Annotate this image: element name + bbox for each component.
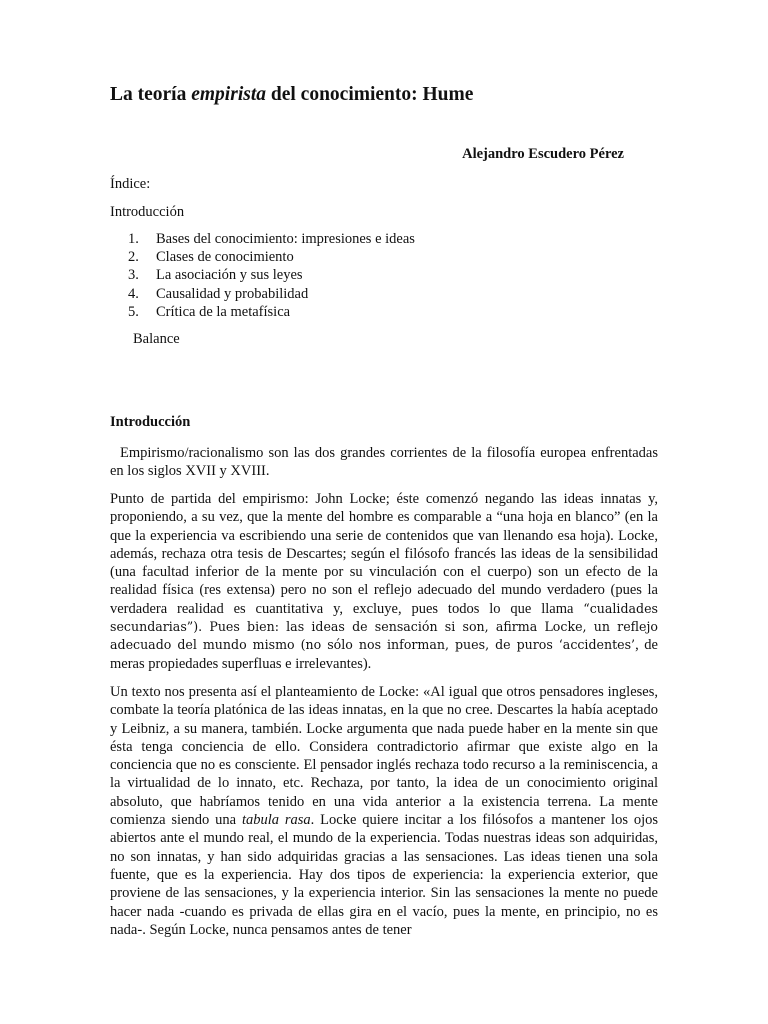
paragraph-3-text: Un texto nos presenta así el planteamiento de Locke: «Al igual que otros pensadores ingleses, combate la teoría platónica de las ideas innatas, en la que no cree. Descartes la había aceptado y Leibniz, a su manera, también. Locke argumenta que nada puede haber en la mente sin que ésta tenga conciencia de ello. Considera contradictorio afirmar que existe algo en la conciencia que no es consciente. El pensador inglés rechaza todo recurso a la reminiscencia, a la virtualidad de lo innato, etc. Rechaza, por tanto, la idea de un conocimiento original absoluto, que habríamos tenido en una vida anterior a la existencia terrena. La mente comienza siendo una	[110, 684, 658, 829]
document-page	[110, 0, 658, 1024]
title-text-end: del conocimiento: Hume	[266, 84, 474, 105]
toc-item-label: Causalidad y probabilidad	[156, 285, 309, 302]
toc-entry-introduction: Introducción	[110, 204, 185, 220]
toc-item-number: 2.	[128, 249, 139, 266]
toc-item	[128, 303, 415, 321]
title-text-start: La teoría	[110, 84, 192, 105]
toc-item	[128, 285, 415, 303]
toc-item-label: La asociación y sus leyes	[156, 267, 303, 284]
title-italic-word: empirista	[191, 84, 266, 105]
section-heading-introduction: Introducción	[110, 414, 191, 430]
paragraph-3-italic-term: tabula rasa	[241, 812, 311, 829]
toc-item	[128, 230, 415, 248]
toc-item	[128, 266, 415, 284]
toc-item-number: 3.	[128, 267, 139, 284]
toc-item-label: Clases de conocimiento	[156, 249, 294, 266]
toc-entry-balance: Balance	[133, 331, 180, 347]
author-name: Alejandro Escudero Pérez	[462, 146, 624, 162]
paragraph-2-end-text: , de meras propiedades superfluas e irrelevantes).	[110, 637, 658, 672]
toc-item-number: 4.	[128, 285, 139, 302]
table-of-contents	[128, 230, 415, 321]
paragraph-2-text: Punto de partida del empirismo: John Locke; éste comenzó negando las ideas innatas y, proponiendo, a su vez, que la mente del hombre es comparable a “una hoja en blanco” (en la que la experiencia va escribiendo una serie de contenidos que van llenando esa hoja). Locke, además, rechaza otra tesis de Descartes; según el filósofo francés las ideas de la sensibilidad (una facultad inferior de la mente por su vinculación con el cuerpo) son un efecto de la realidad física (res extensa) pero no son el reflejo adecuado del mundo verdadero (pues la verdadera realidad es cuantitativa y, excluye, pues todos lo que llama	[110, 491, 658, 617]
paragraph-2	[110, 490, 658, 673]
index-label: Índice:	[110, 176, 151, 192]
toc-item-number: 1.	[128, 231, 139, 247]
toc-item-label: Crítica de la metafísica	[156, 303, 291, 320]
toc-item-label: Bases del conocimiento: impresiones e ideas	[156, 231, 415, 247]
document-title	[110, 84, 473, 106]
paragraph-2-alt-font-text: “cualidades secundarias”). Pues bien: las ideas de sensación si son, afirma Locke, un reflejo adecuado del mundo mismo (no sólo nos informan, pues, de puros ‘accidentes’	[110, 600, 658, 653]
paragraph-3	[110, 683, 658, 939]
paragraph-1: Empirismo/racionalismo son las dos grandes corrientes de la filosofía europea enfrentadas en los siglos XVII y XVIII.	[110, 445, 658, 480]
toc-item-number: 5.	[128, 303, 139, 320]
toc-item	[128, 248, 415, 266]
paragraph-3-end-text: . Locke quiere incitar a los filósofos a mantener los ojos abiertos ante el mundo real, el mundo de la experiencia. Todas nuestras ideas son adquiridas, no son innatas, y han sido adquiridas gracias a las sensaciones. Las ideas tienen una sola fuente, que es la experiencia. Hay dos tipos de experiencia: la experiencia exterior, que proviene de las sensaciones, y la experiencia interior. Sin las sensaciones la mente no puede hacer nada -cuando es privada de ellas gira en el vacío, pues la mente, en principio, no es nada-. Según Locke, nunca pensamos antes de tener	[110, 812, 659, 938]
